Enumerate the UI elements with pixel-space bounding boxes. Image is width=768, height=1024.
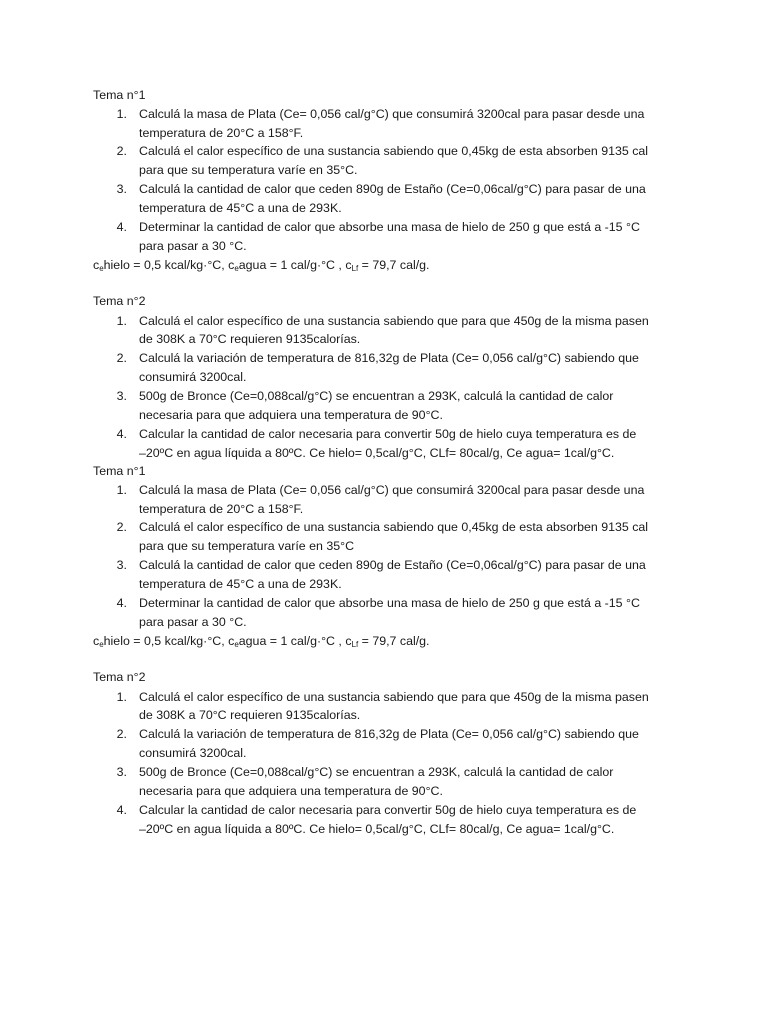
item-line: para que su temperatura varíe en 35°C. (139, 163, 358, 177)
item-line: –20ºC en agua líquida a 80ºC. Ce hielo= 0,5cal/g°C, CLf= 80cal/g, Ce agua= 1cal/g°C. (139, 822, 615, 836)
note-symbol: c (93, 258, 100, 272)
item-number: 1. (116, 107, 127, 121)
item-number: 4. (116, 220, 127, 234)
constants-note (93, 633, 430, 653)
item-line: –20ºC en agua líquida a 80ºC. Ce hielo= 0,5cal/g°C, CLf= 80cal/g, Ce agua= 1cal/g°C. (139, 446, 615, 460)
item-line: Calculá el calor específico de una sustancia sabiendo que 0,45kg de esta absorben 9135 cal (139, 144, 649, 158)
note-symbol: c (93, 634, 100, 648)
item-number: 1. (116, 690, 127, 704)
item-number: 4. (116, 427, 127, 441)
note-text: = 79,7 cal/g. (358, 258, 430, 272)
note-symbol: c (228, 258, 235, 272)
item-line: Calculá el calor específico de una sustancia sabiendo que para que 450g de la misma pasen (139, 314, 649, 328)
section-heading: Tema n°1 (93, 88, 146, 102)
item-line: Calculá la cantidad de calor que ceden 890g de Estaño (Ce=0,06cal/g°C) para pasar de una (139, 558, 646, 572)
item-line: Calculá la variación de temperatura de 816,32g de Plata (Ce= 0,056 cal/g°C) sabiendo que (139, 351, 639, 365)
note-symbol: c (228, 634, 235, 648)
item-line: Calcular la cantidad de calor necesaria para convertir 50g de hielo cuya temperatura es de (139, 803, 637, 817)
item-number: 1. (116, 483, 127, 497)
item-line: consumirá 3200cal. (139, 370, 247, 384)
item-number: 3. (116, 765, 127, 779)
note-symbol: c (345, 258, 352, 272)
note-subscript: Lf (351, 264, 359, 273)
item-line: para pasar a 30 °C. (139, 239, 247, 253)
item-line: de 308K a 70°C requieren 9135calorías. (139, 332, 361, 346)
item-line: Calculá la masa de Plata (Ce= 0,056 cal/g°C) que consumirá 3200cal para pasar desde una (139, 107, 645, 121)
note-subscript: Lf (351, 640, 359, 649)
item-line: para pasar a 30 °C. (139, 615, 247, 629)
item-line: temperatura de 45°C a una de 293K. (139, 577, 342, 591)
item-number: 2. (116, 727, 127, 741)
section-heading: Tema n°1 (93, 464, 146, 478)
item-number: 4. (116, 803, 127, 817)
section-heading: Tema n°2 (93, 294, 146, 308)
item-number: 3. (116, 182, 127, 196)
note-subscript: e (234, 264, 239, 273)
section-heading: Tema n°2 (93, 670, 146, 684)
note-symbol: c (345, 634, 352, 648)
item-line: para que su temperatura varíe en 35°C (139, 539, 355, 553)
item-line: temperatura de 45°C a una de 293K. (139, 201, 342, 215)
item-line: Calculá el calor específico de una sustancia sabiendo que para que 450g de la misma pasen (139, 690, 649, 704)
constants-note (93, 257, 430, 277)
item-number: 3. (116, 389, 127, 403)
item-number: 1. (116, 314, 127, 328)
item-line: necesaria para que adquiera una temperatura de 90°C. (139, 784, 443, 798)
note-subscript: e (99, 640, 104, 649)
item-line: temperatura de 20°C a 158°F. (139, 502, 304, 516)
item-line: Calcular la cantidad de calor necesaria para convertir 50g de hielo cuya temperatura es de (139, 427, 637, 441)
item-line: necesaria para que adquiera una temperatura de 90°C. (139, 408, 443, 422)
note-text: agua = 1 cal/g·°C , (238, 258, 346, 272)
note-text: hielo = 0,5 kcal/kg·°C, (103, 634, 229, 648)
item-number: 2. (116, 351, 127, 365)
item-line: consumirá 3200cal. (139, 746, 247, 760)
item-line: Calculá el calor específico de una sustancia sabiendo que 0,45kg de esta absorben 9135 cal (139, 520, 649, 534)
note-text: hielo = 0,5 kcal/kg·°C, (103, 258, 229, 272)
item-line: 500g de Bronce (Ce=0,088cal/g°C) se encuentran a 293K, calculá la cantidad de calor (139, 389, 614, 403)
item-line: temperatura de 20°C a 158°F. (139, 126, 304, 140)
item-line: Calculá la masa de Plata (Ce= 0,056 cal/g°C) que consumirá 3200cal para pasar desde una (139, 483, 645, 497)
item-line: Determinar la cantidad de calor que absorbe una masa de hielo de 250 g que está a -15 °C (139, 596, 640, 610)
item-line: de 308K a 70°C requieren 9135calorías. (139, 708, 361, 722)
note-text: = 79,7 cal/g. (358, 634, 430, 648)
item-number: 2. (116, 144, 127, 158)
item-number: 3. (116, 558, 127, 572)
note-subscript: e (234, 640, 239, 649)
item-line: Determinar la cantidad de calor que absorbe una masa de hielo de 250 g que está a -15 °C (139, 220, 640, 234)
item-number: 4. (116, 596, 127, 610)
item-line: Calculá la cantidad de calor que ceden 890g de Estaño (Ce=0,06cal/g°C) para pasar de una (139, 182, 646, 196)
item-number: 2. (116, 520, 127, 534)
note-subscript: e (99, 264, 104, 273)
note-text: agua = 1 cal/g·°C , (238, 634, 346, 648)
item-line: 500g de Bronce (Ce=0,088cal/g°C) se encuentran a 293K, calculá la cantidad de calor (139, 765, 614, 779)
item-line: Calculá la variación de temperatura de 816,32g de Plata (Ce= 0,056 cal/g°C) sabiendo que (139, 727, 639, 741)
